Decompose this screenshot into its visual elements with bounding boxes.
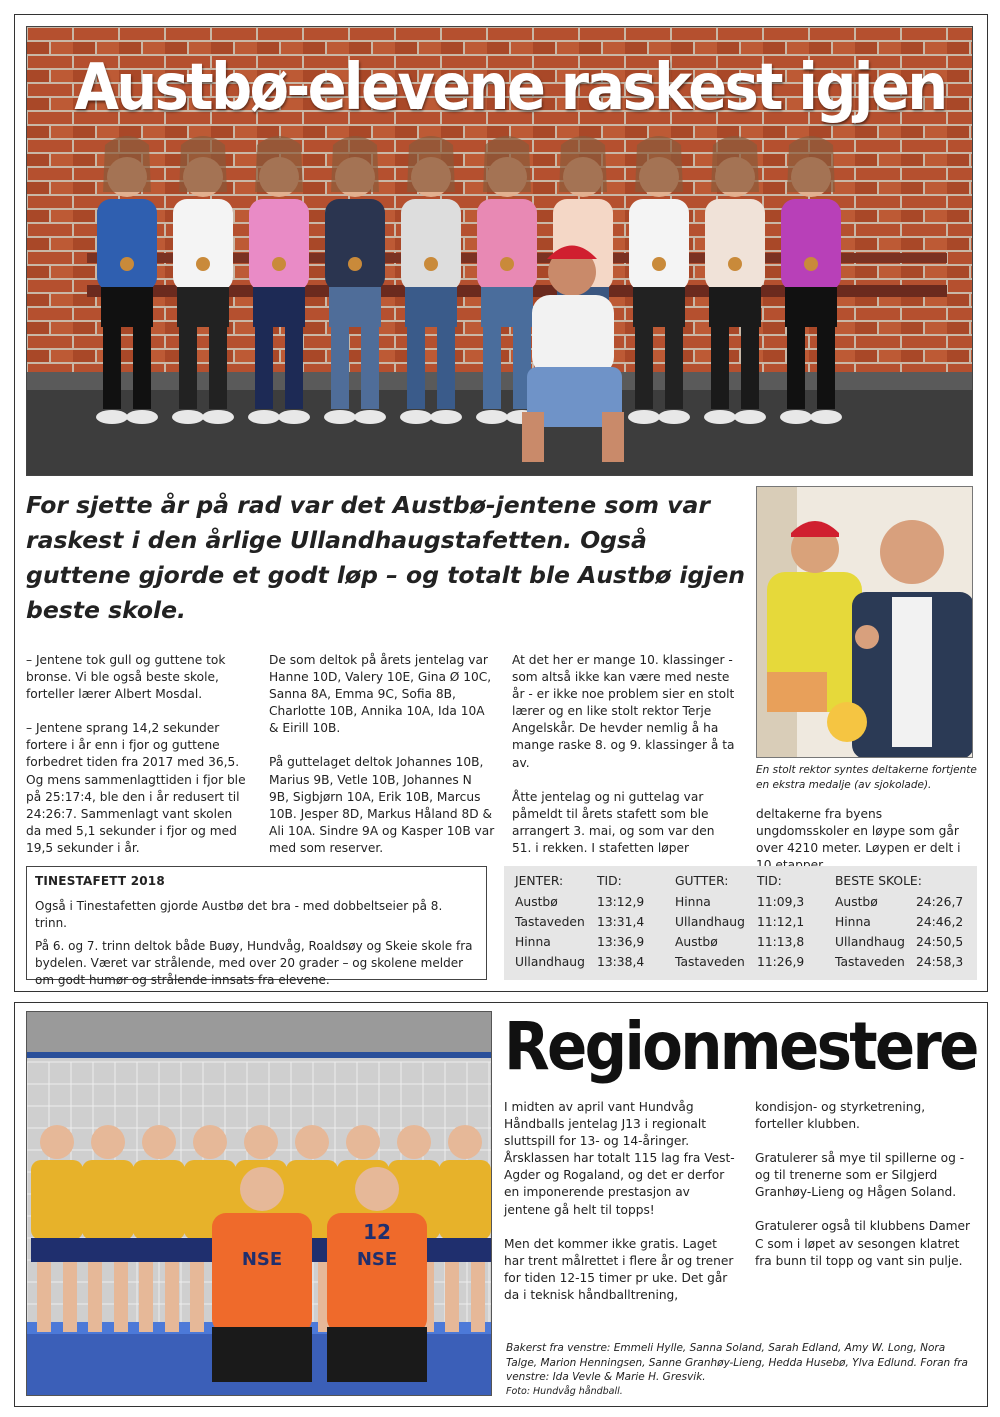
result-cell: 13:31,4	[597, 915, 645, 929]
result-cell: 11:26,9	[757, 955, 805, 969]
result-cell: Ullandhaug	[675, 915, 745, 929]
header-jenter: JENTER:	[515, 874, 564, 888]
paragraph: I midten av april vant Hundvåg Håndballs jentelag J13 i regionalt sluttspill for 13- og 14-åringer. Årsklassen har totalt 115 lag fra Vest-Agder og Rogaland, og det er derfor en imponerende prestasjon av jentene gå helt til topps!	[504, 1100, 735, 1217]
result-cell: 24:58,3	[916, 955, 964, 969]
header-tid: TID:	[757, 874, 782, 888]
result-cell: 11:09,3	[757, 895, 805, 909]
handball-team-photo	[26, 1011, 492, 1396]
paragraph: Men det kommer ikke gratis. Laget har trent målrettet i flere år og trener for tiden 12-15 timer pr uke. Det går da i teknisk håndballtrening,	[504, 1236, 734, 1302]
principal-photo	[756, 486, 973, 758]
paragraph: Gratulerer så mye til spillerne og - og til trenerne som er Silgjerd Granhøy-Lieng og Hågen Soland.	[755, 1151, 965, 1200]
lead-paragraph	[26, 488, 746, 628]
result-cell: 13:38,4	[597, 955, 645, 969]
photo-caption: En stolt rektor syntes deltakerne fortjente en ekstra medalje (av sjokolade).	[756, 764, 977, 791]
paragraph: Gratulerer også til klubbens Damer C som i løpet av sesongen klatret fra bunn til topp og vant sin pulje.	[755, 1219, 971, 1268]
result-cell: Hinna	[835, 915, 871, 929]
lead-text: For sjette år på rad var det Austbø-jentene som var raskest i den årlige Ullandhaugstafetten. Også guttene gjorde et godt løp – og totalt ble Austbø igjen beste skole.	[26, 491, 746, 624]
result-cell: 24:50,5	[916, 935, 964, 949]
paragraph: – Jentene sprang 14,2 sekunder fortere i år enn i fjor og guttene forbedret tiden fra 2017 med 36,5. Og mens sammenlagttiden i fjor ble på 25:17:4, ble den i år redusert til 24:26:7. Sammenlagt vant skolen da med 5,1 sekunder i fjor og med 19,5 sekunder i år.	[26, 721, 246, 855]
shirt-sponsor-text: NSE	[241, 1249, 283, 1270]
paragraph: deltakerne fra byens ungdomsskoler en løype som går over 4210 meter. Løypen er delt i	[756, 807, 961, 856]
results-table	[504, 866, 977, 980]
result-cell: Tastaveden	[675, 955, 745, 969]
result-cell: 11:13,8	[757, 935, 805, 949]
header-beste-skole: BESTE SKOLE:	[835, 874, 922, 888]
paragraph: – Jentene tok gull og guttene tok bronse. Vi ble også beste skole, forteller lærer Albert Mosdal.	[26, 653, 226, 702]
caption-text: Bakerst fra venstre: Emmeli Hylle, Sanna Soland, Sarah Edland, Amy W. Long, Nora Talge, Marion Henningsen, Sanne Granhøy-Lieng, Hedda Husebø, Ylva Edlund. Foran fra venstre: Ida Vevle & Marie H. Gresvik.	[506, 1342, 968, 1383]
body-column-1	[504, 1099, 736, 1321]
body-column-3	[512, 652, 737, 874]
body-column-2	[269, 652, 495, 874]
result-cell: 24:46,2	[916, 915, 964, 929]
result-cell: 13:36,9	[597, 935, 645, 949]
result-cell: Tastaveden	[515, 915, 585, 929]
paragraph: På 6. og 7. trinn deltok både Buøy, Hundvåg, Roaldsøy og Skeie skole fra bydelen. Været var strålende, med over 20 grader – og skolene melder om godt humør og strålende innsats fra elevene.	[35, 939, 473, 988]
paragraph: På guttelaget deltok Johannes 10B, Marius 9B, Vetle 10B, Johannes N 9B, Sigbjørn 10A, Erik 10B, Marcus 10B. Jesper 8D, Markus Håland 8D & Ali 10A. Sindre 9A og Kasper 10B var med som reserver.	[269, 755, 495, 855]
article-title: Regionmestere	[504, 1008, 977, 1085]
header-tid: TID:	[597, 874, 622, 888]
result-cell: Austbø	[675, 935, 718, 949]
paragraph: At det her er mange 10. klassinger - som altså ikke kan være med neste år - er ikke noe problem sier en stolt lærer og en like stolt rektor Terje Angelskår. De hevder nemlig å ha mange raske 8. og 9. klassinger å ta av.	[512, 653, 735, 770]
header-gutter: GUTTER:	[675, 874, 729, 888]
photo-caption	[506, 1341, 971, 1399]
photo-credit: Foto: Hundvåg håndball.	[506, 1385, 623, 1397]
result-cell: 24:26,7	[916, 895, 964, 909]
result-cell: Ullandhaug	[835, 935, 905, 949]
shirt-number-text: 12	[363, 1220, 391, 1244]
body-column-1	[26, 652, 251, 874]
hero-photo	[26, 26, 973, 476]
paragraph: De som deltok på årets jentelag var Hanne 10D, Valery 10E, Gina Ø 10C, Sanna 8A, Emma 9C, Sofia 8B, Charlotte 10B, Annika 10A, Ida 10A & Eirill 10B.	[269, 653, 492, 736]
article-title: Austbø-elevene raskest igjen	[74, 51, 946, 125]
body-column-2	[755, 1099, 975, 1287]
box-heading: TINESTAFETT 2018	[35, 874, 165, 888]
result-cell: Austbø	[835, 895, 878, 909]
result-cell: Hinna	[515, 935, 551, 949]
result-cell: Tastaveden	[835, 955, 905, 969]
result-cell: Ullandhaug	[515, 955, 585, 969]
paragraph: Også i Tinestafetten gjorde Austbø det bra - med dobbeltseier på 8. trinn.	[35, 899, 443, 931]
result-cell: Austbø	[515, 895, 558, 909]
tinestafett-box	[26, 866, 487, 988]
paragraph: Åtte jentelag og ni guttelag var påmeldt til årets stafett som ble arrangert 3. mai, og som var den 51. i rekken. I stafetten løper	[512, 789, 715, 855]
result-cell: Hinna	[675, 895, 711, 909]
result-cell: 13:12,9	[597, 895, 645, 909]
result-cell: 11:12,1	[757, 915, 805, 929]
paragraph: kondisjon- og styrketrening, forteller klubben.	[755, 1100, 926, 1132]
shirt-sponsor-text: NSE	[356, 1249, 398, 1270]
